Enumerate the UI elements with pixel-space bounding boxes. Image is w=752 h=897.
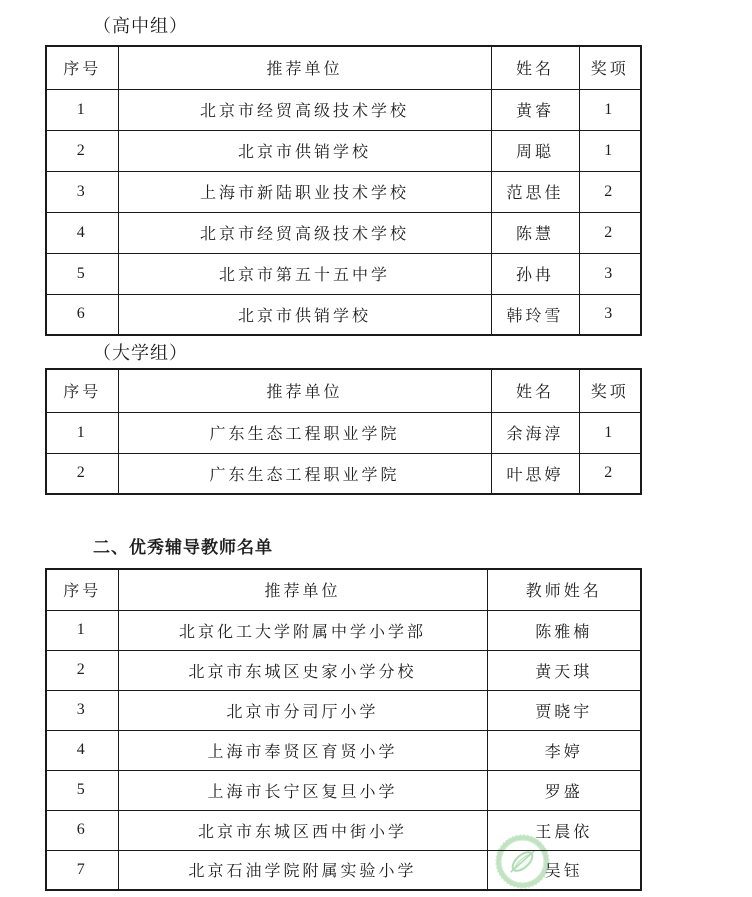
column-header: 奖项 — [579, 46, 641, 89]
table-cell: 6 — [46, 294, 118, 335]
table-cell: 北京市东城区史家小学分校 — [118, 650, 487, 690]
table-row — [46, 253, 641, 294]
table-cell: 北京石油学院附属实验小学 — [118, 850, 487, 890]
table-cell: 上海市新陆职业技术学校 — [118, 171, 491, 212]
table-row — [46, 453, 641, 494]
column-header: 推荐单位 — [118, 369, 491, 412]
table-cell: 上海市长宁区复旦小学 — [118, 770, 487, 810]
table-cell: 北京市经贸高级技术学校 — [118, 212, 491, 253]
highschool-awards-table — [45, 45, 642, 336]
column-header: 序号 — [46, 369, 118, 412]
table-row — [46, 810, 641, 850]
table-cell: 7 — [46, 850, 118, 890]
table-cell: 4 — [46, 212, 118, 253]
table-cell: 北京市东城区西中街小学 — [118, 810, 487, 850]
table-cell: 1 — [46, 89, 118, 130]
table-row — [46, 171, 641, 212]
table-cell: 黄睿 — [491, 89, 579, 130]
table-cell: 2 — [46, 130, 118, 171]
table-row — [46, 850, 641, 890]
table-cell: 北京市供销学校 — [118, 294, 491, 335]
table-cell: 北京市供销学校 — [118, 130, 491, 171]
table-cell: 3 — [579, 294, 641, 335]
table-cell: 2 — [46, 453, 118, 494]
table-row — [46, 610, 641, 650]
table-cell: 5 — [46, 770, 118, 810]
teachers-table — [45, 568, 642, 891]
table-cell: 周聪 — [491, 130, 579, 171]
column-header: 推荐单位 — [118, 569, 487, 610]
table-cell: 王晨依 — [487, 810, 641, 850]
table-row — [46, 89, 641, 130]
table-row — [46, 650, 641, 690]
column-header: 姓名 — [491, 46, 579, 89]
table-cell: 1 — [579, 130, 641, 171]
table-cell: 陈慧 — [491, 212, 579, 253]
table-cell: 1 — [579, 412, 641, 453]
group-label-university: （大学组） — [93, 343, 188, 363]
table-header-row — [46, 569, 641, 610]
table-cell: 4 — [46, 730, 118, 770]
column-header: 序号 — [46, 569, 118, 610]
table-cell: 余海淳 — [491, 412, 579, 453]
table-cell: 陈雅楠 — [487, 610, 641, 650]
table-cell: 北京市经贸高级技术学校 — [118, 89, 491, 130]
table-row — [46, 294, 641, 335]
group-label-highschool: （高中组） — [93, 16, 188, 36]
table-row — [46, 770, 641, 810]
table-cell: 1 — [579, 89, 641, 130]
table-row — [46, 212, 641, 253]
table-row — [46, 130, 641, 171]
table-cell: 罗盛 — [487, 770, 641, 810]
table-cell: 孙冉 — [491, 253, 579, 294]
table-cell: 北京市分司厅小学 — [118, 690, 487, 730]
table-cell: 广东生态工程职业学院 — [118, 412, 491, 453]
table-cell: 韩玲雪 — [491, 294, 579, 335]
university-awards-table — [45, 368, 642, 495]
table-cell: 吴钰 — [487, 850, 641, 890]
table-cell: 叶思婷 — [491, 453, 579, 494]
table-row — [46, 730, 641, 770]
column-header: 奖项 — [579, 369, 641, 412]
table-cell: 北京化工大学附属中学小学部 — [118, 610, 487, 650]
table-cell: 2 — [579, 212, 641, 253]
table-cell: 北京市第五十五中学 — [118, 253, 491, 294]
table-cell: 2 — [579, 453, 641, 494]
table-cell: 2 — [579, 171, 641, 212]
table-cell: 范思佳 — [491, 171, 579, 212]
table-cell: 2 — [46, 650, 118, 690]
table-cell: 广东生态工程职业学院 — [118, 453, 491, 494]
table-cell: 6 — [46, 810, 118, 850]
column-header: 姓名 — [491, 369, 579, 412]
table-cell: 5 — [46, 253, 118, 294]
table-cell: 上海市奉贤区育贤小学 — [118, 730, 487, 770]
table-cell: 3 — [46, 171, 118, 212]
table-cell: 李婷 — [487, 730, 641, 770]
column-header: 推荐单位 — [118, 46, 491, 89]
table-cell: 1 — [46, 412, 118, 453]
column-header: 序号 — [46, 46, 118, 89]
column-header: 教师姓名 — [487, 569, 641, 610]
table-row — [46, 412, 641, 453]
teachers-section-title: 二、优秀辅导教师名单 — [93, 538, 273, 557]
table-row — [46, 690, 641, 730]
table-header-row — [46, 369, 641, 412]
table-header-row — [46, 46, 641, 89]
table-cell: 贾晓宇 — [487, 690, 641, 730]
table-cell: 黄天琪 — [487, 650, 641, 690]
table-cell: 3 — [579, 253, 641, 294]
table-cell: 1 — [46, 610, 118, 650]
table-cell: 3 — [46, 690, 118, 730]
